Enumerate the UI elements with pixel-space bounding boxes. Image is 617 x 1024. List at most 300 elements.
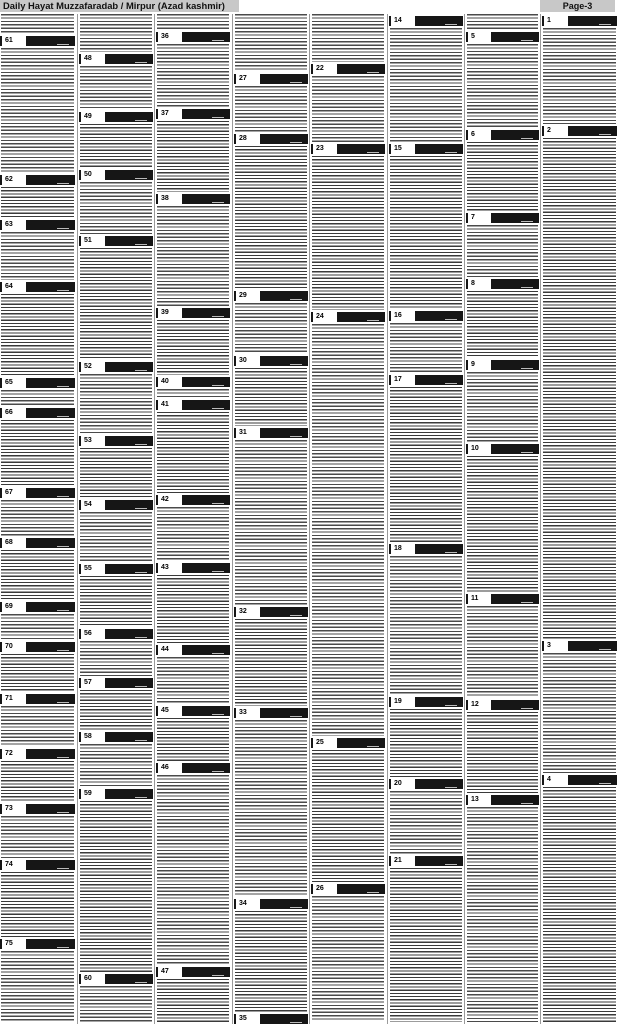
ad-label-icon: [599, 777, 611, 784]
ad-number: 43: [158, 563, 182, 573]
ad-number: 49: [81, 112, 105, 122]
ad-label-icon: [135, 172, 147, 179]
ad-body-text: [235, 720, 307, 897]
ad-header-bar: [0, 36, 75, 46]
ad-header-bar: [0, 694, 75, 704]
ad-label-icon: [57, 806, 69, 813]
ad-body-text: [80, 801, 152, 972]
ad-header-bar: [389, 311, 463, 321]
ad-number: 4: [544, 775, 568, 785]
ad-header-bar: [389, 144, 463, 154]
ad-header-bar: [0, 408, 75, 418]
ad-number: 24: [313, 312, 337, 322]
ad-number: 36: [158, 32, 182, 42]
ad-header-bar: [311, 64, 385, 74]
ad-body-text: [1, 294, 74, 376]
ad-header-bar: [156, 563, 230, 573]
ad-label-icon: [57, 941, 69, 948]
ad-header-bar: [79, 564, 153, 574]
ad-header-bar: [234, 428, 308, 438]
ad-label-icon: [57, 696, 69, 703]
ad-body-text: [157, 206, 229, 306]
ad-label-icon: [521, 797, 533, 804]
ad-body-text: [80, 512, 152, 562]
ad-header-bar: [79, 789, 153, 799]
column-divider: [232, 14, 233, 1024]
ad-number: 16: [391, 311, 415, 321]
ad-label-icon: [290, 710, 302, 717]
ad-label-icon: [521, 596, 533, 603]
ad-number: 31: [236, 428, 260, 438]
page-number-label: Page-3: [540, 0, 615, 12]
ad-body-text: [467, 142, 538, 211]
ad-label-icon: [57, 284, 69, 291]
ad-header-bar: [234, 74, 308, 84]
ad-header-bar: [234, 708, 308, 718]
ad-body-text: [467, 372, 538, 442]
ad-label-icon: [445, 18, 457, 25]
ad-body-text: [467, 456, 538, 592]
ad-header-bar: [234, 899, 308, 909]
ad-number: 47: [158, 967, 182, 977]
ad-number: 71: [2, 694, 26, 704]
ad-body-text: [80, 576, 152, 627]
ad-header-bar: [156, 194, 230, 204]
ad-body-text: [1, 872, 74, 937]
ad-header-bar: [234, 356, 308, 366]
ad-body-text: [235, 911, 307, 1012]
column-divider: [154, 14, 155, 1024]
ad-header-bar: [389, 856, 463, 866]
ad-body-text: [543, 787, 616, 1022]
ad-number: 67: [2, 488, 26, 498]
ad-number: 72: [2, 749, 26, 759]
ad-number: 3: [544, 641, 568, 651]
ad-header-bar: [389, 544, 463, 554]
ad-label-icon: [290, 1016, 302, 1023]
ad-number: 40: [158, 377, 182, 387]
ad-label-icon: [290, 901, 302, 908]
ad-label-icon: [57, 604, 69, 611]
ad-body-text: [1, 614, 74, 640]
ad-label-icon: [135, 502, 147, 509]
ad-header-bar: [0, 749, 75, 759]
ad-body-text: [80, 14, 152, 52]
ad-number: 1: [544, 16, 568, 26]
ad-header-bar: [79, 629, 153, 639]
ad-body-text: [80, 182, 152, 234]
ad-body-text: [235, 440, 307, 605]
column-divider: [540, 14, 541, 1024]
ad-body-text: [1, 816, 74, 858]
ad-label-icon: [212, 310, 224, 317]
ad-label-icon: [57, 540, 69, 547]
ad-label-icon: [57, 410, 69, 417]
ad-header-bar: [0, 282, 75, 292]
ad-label-icon: [290, 609, 302, 616]
ad-label-icon: [367, 886, 379, 893]
ad-body-text: [80, 744, 152, 787]
ad-body-text: [467, 14, 538, 30]
ad-number: 70: [2, 642, 26, 652]
newspaper-column: [466, 14, 539, 1024]
ad-label-icon: [367, 146, 379, 153]
ad-number: 32: [236, 607, 260, 617]
ad-label-icon: [367, 314, 379, 321]
ad-number: 33: [236, 708, 260, 718]
ad-header-bar: [0, 175, 75, 185]
ad-label-icon: [212, 379, 224, 386]
ad-header-bar: [0, 378, 75, 388]
ad-number: 12: [468, 700, 491, 710]
ad-header-bar: [311, 144, 385, 154]
ad-label-icon: [367, 66, 379, 73]
ad-body-text: [157, 507, 229, 561]
ad-number: 15: [391, 144, 415, 154]
ad-header-bar: [466, 213, 539, 223]
newspaper-column: [542, 14, 617, 1024]
ad-body-text: [80, 986, 152, 1022]
ad-header-bar: [156, 308, 230, 318]
ad-header-bar: [234, 291, 308, 301]
ad-body-text: [235, 146, 307, 289]
ad-number: 54: [81, 500, 105, 510]
ad-number: 52: [81, 362, 105, 372]
ad-label-icon: [57, 490, 69, 497]
ad-header-bar: [542, 126, 617, 136]
ad-header-bar: [156, 706, 230, 716]
ad-body-text: [157, 320, 229, 375]
ad-label-icon: [521, 362, 533, 369]
ad-body-text: [390, 556, 462, 695]
ad-body-text: [157, 44, 229, 107]
ad-body-text: [1, 500, 74, 536]
ad-label-icon: [212, 708, 224, 715]
ad-label-icon: [135, 631, 147, 638]
ad-number: 44: [158, 645, 182, 655]
ad-body-text: [80, 641, 152, 676]
ad-label-icon: [521, 132, 533, 139]
ad-label-icon: [445, 146, 457, 153]
ad-number: 37: [158, 109, 182, 119]
ad-number: 57: [81, 678, 105, 688]
ad-label-icon: [135, 791, 147, 798]
ad-body-text: [1, 951, 74, 1022]
ad-label-icon: [212, 196, 224, 203]
ad-header-bar: [0, 804, 75, 814]
ad-header-bar: [0, 642, 75, 652]
ad-number: 23: [313, 144, 337, 154]
ad-number: 56: [81, 629, 105, 639]
ad-header-bar: [466, 444, 539, 454]
ad-header-bar: [156, 400, 230, 410]
ad-body-text: [1, 550, 74, 600]
ad-body-text: [1, 48, 74, 173]
ad-body-text: [467, 291, 538, 358]
ad-body-text: [543, 653, 616, 773]
ad-label-icon: [521, 446, 533, 453]
ad-label-icon: [445, 699, 457, 706]
ad-header-bar: [79, 436, 153, 446]
ad-body-text: [1, 420, 74, 486]
ad-body-text: [1, 187, 74, 218]
ad-label-icon: [57, 644, 69, 651]
ad-header-bar: [156, 495, 230, 505]
ad-header-bar: [156, 377, 230, 387]
ad-body-text: [80, 374, 152, 434]
ad-header-bar: [79, 112, 153, 122]
ad-header-bar: [311, 884, 385, 894]
masthead-title: Daily Hayat Muzzafaradab / Mirpur (Azad kashmir): [0, 0, 239, 12]
ad-header-bar: [389, 779, 463, 789]
ad-number: 22: [313, 64, 337, 74]
ad-header-bar: [466, 130, 539, 140]
ad-body-text: [390, 709, 462, 777]
ad-label-icon: [290, 76, 302, 83]
ad-label-icon: [212, 969, 224, 976]
ad-body-text: [157, 718, 229, 761]
ad-number: 38: [158, 194, 182, 204]
ad-header-bar: [156, 645, 230, 655]
ad-number: 30: [236, 356, 260, 366]
ad-number: 7: [468, 213, 491, 223]
ad-number: 58: [81, 732, 105, 742]
ad-number: 29: [236, 291, 260, 301]
ad-body-text: [80, 66, 152, 110]
ad-body-text: [1, 14, 74, 34]
ad-header-bar: [234, 1014, 308, 1024]
ad-header-bar: [466, 360, 539, 370]
ad-number: 39: [158, 308, 182, 318]
ad-header-bar: [466, 594, 539, 604]
ad-header-bar: [234, 607, 308, 617]
ad-number: 6: [468, 130, 491, 140]
ad-number: 74: [2, 860, 26, 870]
ad-header-bar: [311, 312, 385, 322]
ad-header-bar: [466, 32, 539, 42]
ad-number: 42: [158, 495, 182, 505]
ad-label-icon: [599, 128, 611, 135]
ad-header-bar: [0, 939, 75, 949]
ad-body-text: [80, 248, 152, 360]
ad-number: 10: [468, 444, 491, 454]
ad-label-icon: [212, 497, 224, 504]
ad-body-text: [312, 14, 384, 62]
ad-number: 8: [468, 279, 491, 289]
ad-number: 35: [236, 1014, 260, 1024]
ad-header-bar: [0, 602, 75, 612]
ad-label-icon: [135, 438, 147, 445]
newspaper-column: [234, 14, 308, 1024]
ad-number: 64: [2, 282, 26, 292]
ad-label-icon: [445, 858, 457, 865]
ad-body-text: [467, 807, 538, 1022]
ad-body-text: [390, 323, 462, 373]
ad-number: 61: [2, 36, 26, 46]
ad-body-text: [157, 121, 229, 192]
ad-header-bar: [79, 236, 153, 246]
ad-label-icon: [290, 293, 302, 300]
ad-header-bar: [79, 362, 153, 372]
ad-header-bar: [0, 220, 75, 230]
ad-number: 46: [158, 763, 182, 773]
ad-number: 68: [2, 538, 26, 548]
ad-label-icon: [135, 56, 147, 63]
ad-header-bar: [0, 860, 75, 870]
ad-body-text: [390, 28, 462, 142]
ad-body-text: [1, 706, 74, 747]
ad-label-icon: [599, 18, 611, 25]
ad-body-text: [467, 44, 538, 128]
ad-number: 34: [236, 899, 260, 909]
ad-header-bar: [389, 697, 463, 707]
ad-number: 69: [2, 602, 26, 612]
ad-label-icon: [212, 565, 224, 572]
ad-label-icon: [57, 177, 69, 184]
ad-body-text: [157, 979, 229, 1022]
ad-number: 27: [236, 74, 260, 84]
ad-label-icon: [212, 34, 224, 41]
ad-header-bar: [79, 678, 153, 688]
ad-number: 20: [391, 779, 415, 789]
ad-body-text: [1, 654, 74, 692]
ad-body-text: [235, 14, 307, 72]
ad-header-bar: [542, 16, 617, 26]
ad-body-text: [157, 657, 229, 704]
ad-header-bar: [79, 500, 153, 510]
ad-number: 26: [313, 884, 337, 894]
ad-number: 50: [81, 170, 105, 180]
newspaper-column: [0, 14, 75, 1024]
ad-number: 17: [391, 375, 415, 385]
ad-label-icon: [521, 215, 533, 222]
ad-number: 19: [391, 697, 415, 707]
ad-body-text: [235, 86, 307, 132]
ad-header-bar: [0, 488, 75, 498]
newspaper-column: [311, 14, 385, 1024]
ad-body-text: [80, 690, 152, 730]
ad-body-text: [312, 324, 384, 736]
newspaper-column: [156, 14, 230, 1024]
ad-number: 66: [2, 408, 26, 418]
ad-label-icon: [135, 364, 147, 371]
ad-header-bar: [466, 700, 539, 710]
ad-label-icon: [290, 430, 302, 437]
ad-body-text: [157, 412, 229, 493]
ad-body-text: [543, 28, 616, 124]
ad-body-text: [157, 775, 229, 965]
ad-number: 59: [81, 789, 105, 799]
ad-body-text: [390, 156, 462, 309]
ad-body-text: [390, 387, 462, 542]
ad-header-bar: [0, 538, 75, 548]
ad-label-icon: [599, 643, 611, 650]
ad-label-icon: [445, 781, 457, 788]
ad-number: 2: [544, 126, 568, 136]
ad-header-bar: [466, 795, 539, 805]
ad-number: 25: [313, 738, 337, 748]
ad-body-text: [235, 303, 307, 354]
ad-label-icon: [135, 566, 147, 573]
ad-number: 63: [2, 220, 26, 230]
ad-body-text: [235, 619, 307, 706]
ad-label-icon: [135, 976, 147, 983]
ad-body-text: [1, 761, 74, 802]
ad-body-text: [80, 124, 152, 168]
ad-body-text: [157, 575, 229, 643]
ad-body-text: [1, 390, 74, 406]
ad-number: 5: [468, 32, 491, 42]
newspaper-column: [79, 14, 153, 1024]
ad-label-icon: [521, 702, 533, 709]
ad-header-bar: [156, 32, 230, 42]
ad-body-text: [312, 76, 384, 142]
ad-label-icon: [521, 281, 533, 288]
ad-number: 41: [158, 400, 182, 410]
ad-number: 53: [81, 436, 105, 446]
ad-number: 18: [391, 544, 415, 554]
ad-number: 13: [468, 795, 491, 805]
ad-number: 45: [158, 706, 182, 716]
ad-label-icon: [57, 862, 69, 869]
ad-number: 14: [391, 16, 415, 26]
ad-label-icon: [135, 114, 147, 121]
ad-label-icon: [212, 111, 224, 118]
ad-body-text: [157, 389, 229, 398]
ad-header-bar: [389, 375, 463, 385]
ad-body-text: [390, 791, 462, 854]
ad-header-bar: [311, 738, 385, 748]
ad-label-icon: [57, 222, 69, 229]
ad-label-icon: [290, 358, 302, 365]
ad-label-icon: [521, 34, 533, 41]
ad-header-bar: [79, 974, 153, 984]
ad-header-bar: [389, 16, 463, 26]
ad-number: 62: [2, 175, 26, 185]
ad-label-icon: [445, 313, 457, 320]
ad-number: 65: [2, 378, 26, 388]
ad-label-icon: [445, 377, 457, 384]
ad-label-icon: [290, 136, 302, 143]
ad-number: 48: [81, 54, 105, 64]
ad-label-icon: [445, 546, 457, 553]
ad-number: 55: [81, 564, 105, 574]
ad-body-text: [157, 14, 229, 30]
ad-header-bar: [542, 641, 617, 651]
ad-header-bar: [156, 109, 230, 119]
ad-label-icon: [135, 734, 147, 741]
newspaper-column: [389, 14, 463, 1024]
ad-body-text: [312, 750, 384, 882]
ad-label-icon: [212, 647, 224, 654]
ad-label-icon: [212, 402, 224, 409]
column-divider: [309, 14, 310, 1024]
ad-header-bar: [156, 763, 230, 773]
ad-number: 60: [81, 974, 105, 984]
ad-header-bar: [79, 170, 153, 180]
ad-header-bar: [156, 967, 230, 977]
ad-number: 11: [468, 594, 491, 604]
ad-number: 75: [2, 939, 26, 949]
ad-label-icon: [367, 740, 379, 747]
ad-header-bar: [542, 775, 617, 785]
ad-body-text: [312, 156, 384, 310]
ad-body-text: [467, 606, 538, 698]
ad-header-bar: [79, 732, 153, 742]
ad-header-bar: [79, 54, 153, 64]
ad-body-text: [390, 868, 462, 1022]
column-divider: [464, 14, 465, 1024]
